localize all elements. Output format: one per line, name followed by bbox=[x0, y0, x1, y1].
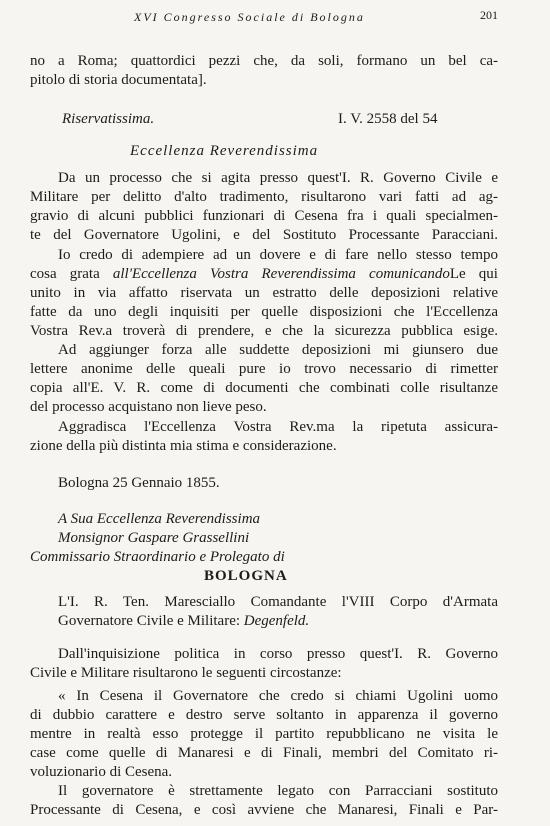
signature-line bbox=[58, 612, 498, 631]
quote-line: Il governatore è strettamente legato con Parracciani sostituto bbox=[58, 783, 498, 799]
body-text-line: Vostra Rev.a troverà di prendere, e che la sicurezza pubblica esige. bbox=[30, 323, 498, 339]
quote-line: case come quelle di Manaresi e di Finali, membri del Comitato ri- bbox=[30, 745, 498, 761]
running-head: XVI Congresso Sociale di Bologna bbox=[134, 10, 365, 24]
page-number: 201 bbox=[480, 8, 498, 22]
text-segment: cosa grata bbox=[30, 266, 113, 282]
body-text-line: te del Governatore Ugolini, e del Sostituto Processante Paracciani. bbox=[30, 227, 498, 243]
letter-classification: Riservatissima. bbox=[62, 111, 155, 127]
signature-line: L'I. R. Ten. Maresciallo Comandante l'VIII Corpo d'Armata bbox=[58, 594, 498, 610]
body-text-line: no a Roma; quattordici pezzi che, da soli, formano un bel ca- bbox=[30, 53, 498, 69]
enclosure-line: Civile e Militare risultarono le seguenti circostanze: bbox=[30, 665, 342, 681]
body-text-line: unito in via affatto riservata un estratto delle deposizioni relative bbox=[30, 285, 498, 301]
addressee-line: Commissario Straordinario e Prolegato di bbox=[30, 549, 285, 565]
body-text-line: del processo acquistano non lieve peso. bbox=[30, 399, 267, 415]
body-text-line: Aggradisca l'Eccellenza Vostra Rev.ma la ripetuta assicura- bbox=[58, 419, 498, 435]
body-text-line: pitolo di storia documentata]. bbox=[30, 72, 207, 88]
quote-line: « In Cesena il Governatore che credo si chiami Ugolini uomo bbox=[58, 688, 498, 704]
protocol-number: I. V. 2558 del 54 bbox=[338, 111, 438, 127]
quote-line: voluzionario di Cesena. bbox=[30, 764, 173, 780]
body-text-line: zione della più distinta mia stima e considerazione. bbox=[30, 438, 337, 454]
italic-text-segment: all'Eccellenza Vostra Reverendissima comunicando bbox=[112, 266, 450, 282]
text-segment: Governatore Civile e Militare: bbox=[58, 613, 244, 629]
addressee-line: A Sua Eccellenza Reverendissima bbox=[58, 511, 261, 527]
text-segment: Le qui bbox=[449, 266, 498, 282]
body-text-line: gravio di alcuni pubblici funzionari di Cesena fra i quali specialmen- bbox=[30, 208, 498, 224]
salutation: Eccellenza Reverendissima bbox=[130, 143, 319, 159]
quote-line: mentre in realtà esso protegge il partito repubblicano ne visita le bbox=[30, 726, 498, 742]
body-text-line: lettere anonime delle queali pure io trovo necessario di rimetter bbox=[30, 361, 498, 377]
body-text-line bbox=[30, 265, 498, 284]
date-line: Bologna 25 Gennaio 1855. bbox=[58, 475, 220, 491]
body-text-line: Militare per delitto d'alto tradimento, risultarono vari fatti ad ag- bbox=[30, 189, 498, 205]
body-text-line: Io credo di adempiere ad un dovere e di fare nello stesso tempo bbox=[58, 247, 498, 263]
body-text-line: fatte da uno degli inquisiti per quelle disposizioni che l'Eccellenza bbox=[30, 304, 498, 320]
enclosure-line: Dall'inquisizione politica in corso presso quest'I. R. Governo bbox=[58, 646, 498, 662]
body-text-line: copia all'E. V. R. come di documenti che combinati colle risultanze bbox=[30, 380, 498, 396]
signatory-name: Degenfeld. bbox=[243, 613, 310, 629]
quote-line: Processante di Cesena, e così avviene che Manaresi, Finali e Par- bbox=[30, 802, 498, 818]
body-text-line: Ad aggiunger forza alle suddette deposizioni mi giunsero due bbox=[58, 342, 498, 358]
quote-line: di dubbio carattere e destro serve soltanto in apparenza il governo bbox=[30, 707, 498, 723]
addressee-line: Monsignor Gaspare Grassellini bbox=[58, 530, 250, 546]
body-text-line: Da un processo che si agita presso quest'I. R. Governo Civile e bbox=[58, 170, 498, 186]
addressee-city: BOLOGNA bbox=[204, 568, 288, 584]
